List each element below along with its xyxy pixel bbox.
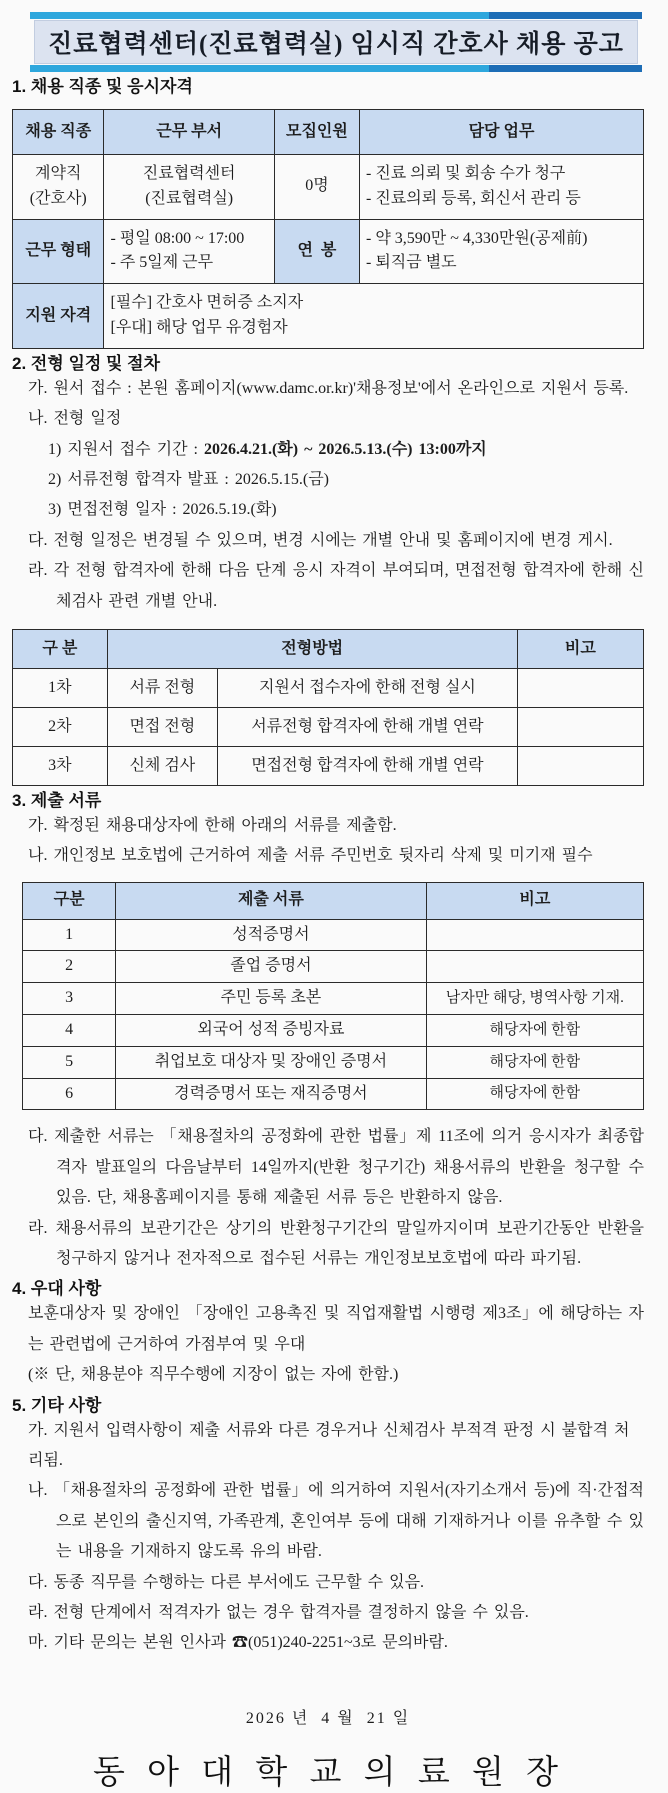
col-header-stage: 구 분 <box>13 629 108 668</box>
section5-item-na: 나. 「채용절차의 공정화에 관한 법률」에 의거하여 지원서(자기소개서 등)에 직·간접적으로 본인의 출신지역, 가족관계, 혼인여부 등에 대해 기재하거나 이를 유추할 수 있는 내용을 기재하지 않도록 유의 바람. <box>28 1482 644 1561</box>
cell-stage: 3차 <box>13 746 108 785</box>
section2-schedule-1 <box>12 435 644 465</box>
section5-item-ga: 가. 지원서 입력사항이 제출 서류와 다른 경우거나 신체검사 부적격 판정 시 불합격 처리됨. <box>28 1421 630 1469</box>
cell-note: 해당자에 한함 <box>426 1078 643 1110</box>
section2-item-da: 다. 전형 일정은 변경될 수 있으며, 변경 시에는 개별 안내 및 홈페이지에 변경 게시. <box>28 531 613 549</box>
section5-item-da: 다. 동종 직무를 수행하는 다른 부서에도 근무할 수 있음. <box>28 1573 425 1591</box>
col-header-department: 근무 부서 <box>104 110 274 155</box>
schedule1-period: 2026.4.21.(화) ~ 2026.5.13.(수) 13:00까지 <box>203 440 487 458</box>
section3-item-ra: 라. 채용서류의 보관기간은 상기의 반환청구기간의 말일까지이며 보관기간동안 반환을 청구하지 않거나 전자적으로 접수된 서류는 개인정보보호법에 따라 파기됨. <box>28 1219 644 1268</box>
cell-method: 지원서 접수자에 한해 전형 실시 <box>218 668 518 707</box>
section2-heading: 2. 전형 일정 및 절차 <box>12 353 161 373</box>
cell-document: 졸업 증명서 <box>116 951 427 983</box>
qualification-line2: [우대] 해당 업무 유경험자 <box>110 318 288 336</box>
cell-note <box>517 746 643 785</box>
document-body <box>0 72 668 1793</box>
schedule1-prefix: 1) 지원서 접수 기간 : <box>48 440 204 458</box>
work-type-line2: - 주 5일제 근무 <box>110 254 214 272</box>
cell-document: 외국어 성적 증빙자료 <box>116 1015 427 1047</box>
announcement-date: 2026 년 4 월 21 일 <box>245 1709 411 1727</box>
recruitment-table-header-row <box>13 110 644 155</box>
duties-line2: - 진료의뢰 등록, 회신서 관리 등 <box>366 189 581 207</box>
section5-heading: 5. 기타 사항 <box>12 1395 102 1415</box>
document-row <box>23 983 644 1015</box>
cell-department <box>104 155 274 220</box>
dept-line1: 진료협력센터 <box>142 165 236 182</box>
process-table-wrap <box>12 629 644 786</box>
cell-duties <box>360 155 644 220</box>
process-row <box>13 746 644 785</box>
qualification-line1: [필수] 간호사 면허증 소지자 <box>110 294 304 312</box>
cell-document: 성적증명서 <box>116 919 427 951</box>
banner-top-bar <box>30 12 642 19</box>
cell-document: 취업보호 대상자 및 장애인 증명서 <box>116 1046 427 1078</box>
recruitment-table <box>12 109 644 349</box>
cell-no: 5 <box>23 1046 116 1078</box>
cell-no: 3 <box>23 983 116 1015</box>
cell-method: 면접전형 합격자에 한해 개별 연락 <box>218 746 518 785</box>
banner-panel <box>34 20 638 64</box>
documents-table <box>22 882 644 1111</box>
work-type-line1: - 평일 08:00 ~ 17:00 <box>110 229 245 247</box>
col-header-note: 비고 <box>426 882 643 919</box>
document-row <box>23 1046 644 1078</box>
section3-item-na: 나. 개인정보 보호법에 근거하여 제출 서류 주민번호 뒷자리 삭제 및 미기재 필수 <box>28 847 593 865</box>
col-header-note: 비고 <box>517 629 643 668</box>
cell-no: 4 <box>23 1015 116 1047</box>
issuer-signature: 동 아 대 학 교 의 료 원 장 <box>93 1754 563 1791</box>
cell-stage: 2차 <box>13 707 108 746</box>
col-header-document: 제출 서류 <box>116 882 427 919</box>
documents-table-wrap <box>12 882 644 1111</box>
cell-stage-name: 신체 검사 <box>107 746 217 785</box>
cell-qualification <box>104 284 644 349</box>
section5-item-ma: 마. 기타 문의는 본원 인사과 ☎(051)240-2251~3로 문의바람. <box>28 1634 448 1652</box>
cell-stage-name: 서류 전형 <box>107 668 217 707</box>
cell-stage-name: 면접 전형 <box>107 707 217 746</box>
process-row <box>13 707 644 746</box>
document-row <box>23 919 644 951</box>
cell-work-type-label: 근무 형태 <box>13 219 104 284</box>
cell-qualification-label: 지원 자격 <box>13 284 104 349</box>
cell-note: 해당자에 한함 <box>426 1015 643 1047</box>
cell-job-type <box>13 155 104 220</box>
section2-item-ga: 가. 원서 접수 : 본원 홈페이지(www.damc.or.kr)'채용정보'에서 온라인으로 지원서 등록. <box>28 379 629 397</box>
job-type-line1: 계약직 <box>35 165 82 182</box>
job-type-line2: (간호사) <box>29 189 87 207</box>
col-header-method: 전형방법 <box>107 629 517 668</box>
cell-no: 2 <box>23 951 116 983</box>
col-header-headcount: 모집인원 <box>274 110 359 155</box>
banner-bottom-bar <box>30 65 642 72</box>
document-row <box>23 951 644 983</box>
process-row <box>13 668 644 707</box>
section2-item-ra: 라. 각 전형 합격자에 한해 다음 단계 응시 자격이 부여되며, 면접전형 합격자에 한해 신체검사 관련 개별 안내. <box>28 562 644 610</box>
cell-headcount: 0명 <box>274 155 359 220</box>
job-posting-document <box>0 12 668 1791</box>
dept-line2: (진료협력실) <box>145 189 234 207</box>
cell-no: 6 <box>23 1078 116 1110</box>
col-header-no: 구분 <box>23 882 116 919</box>
recruitment-table-wrap <box>12 109 644 349</box>
work-salary-row <box>13 219 644 284</box>
document-row <box>23 1078 644 1110</box>
cell-note: 해당자에 한함 <box>426 1046 643 1078</box>
section3-heading: 3. 제출 서류 <box>12 790 102 810</box>
col-header-duties: 담당 업무 <box>360 110 644 155</box>
cell-note: 남자만 해당, 병역사항 기재. <box>426 983 643 1015</box>
cell-note <box>426 951 643 983</box>
cell-note <box>517 668 643 707</box>
qualification-row <box>13 284 644 349</box>
salary-line1: - 약 3,590만 ~ 4,330만원(공제前) <box>366 229 588 247</box>
section3-item-da: 다. 제출한 서류는 「채용절차의 공정화에 관한 법률」제 11조에 의거 응시자가 최종합격자 발표일의 다음날부터 14일까지(반환 청구기간) 채용서류의 반환을 청구할 수 있음. 단, 채용홈페이지를 통해 제출된 서류 등은 반환하지 않음. <box>28 1128 644 1207</box>
section1-heading: 1. 채용 직종 및 응시자격 <box>12 77 193 96</box>
section4-heading: 4. 우대 사항 <box>12 1279 102 1299</box>
section5-item-ra: 라. 전형 단계에서 적격자가 없는 경우 합격자를 결정하지 않을 수 있음. <box>28 1603 529 1621</box>
cell-document: 주민 등록 초본 <box>116 983 427 1015</box>
cell-no: 1 <box>23 919 116 951</box>
salary-line2: - 퇴직금 별도 <box>366 254 457 272</box>
recruitment-row <box>13 155 644 220</box>
section2-schedule-3: 3) 면접전형 일자 : 2026.5.19.(화) <box>48 501 277 519</box>
section2-item-na: 나. 전형 일정 <box>28 410 122 428</box>
duties-line1: - 진료 의뢰 및 회송 수가 청구 <box>366 165 566 182</box>
document-title: 진료협력센터(진료협력실) 임시직 간호사 채용 공고 <box>48 31 624 58</box>
cell-note <box>426 919 643 951</box>
process-table-header-row <box>13 629 644 668</box>
cell-method: 서류전형 합격자에 한해 개별 연락 <box>218 707 518 746</box>
cell-work-type <box>104 219 274 284</box>
col-header-job-type: 채용 직종 <box>13 110 104 155</box>
cell-note <box>517 707 643 746</box>
document-row <box>23 1015 644 1047</box>
section4-note: (※ 단, 채용분야 직무수행에 지장이 없는 자에 한함.) <box>28 1366 399 1384</box>
section4-body: 보훈대상자 및 장애인 「장애인 고용촉진 및 직업재활법 시행령 제3조」에 해당하는 자는 관련법에 근거하여 가점부여 및 우대 <box>28 1305 644 1353</box>
section2-schedule-2: 2) 서류전형 합격자 발표 : 2026.5.15.(금) <box>48 470 329 488</box>
title-banner <box>30 12 642 72</box>
cell-salary-label: 연 봉 <box>274 219 359 284</box>
cell-salary <box>360 219 644 284</box>
documents-table-header-row <box>23 882 644 919</box>
section3-item-ga: 가. 확정된 채용대상자에 한해 아래의 서류를 제출함. <box>28 816 397 834</box>
cell-stage: 1차 <box>13 668 108 707</box>
process-table <box>12 629 644 786</box>
cell-document: 경력증명서 또는 재직증명서 <box>116 1078 427 1110</box>
